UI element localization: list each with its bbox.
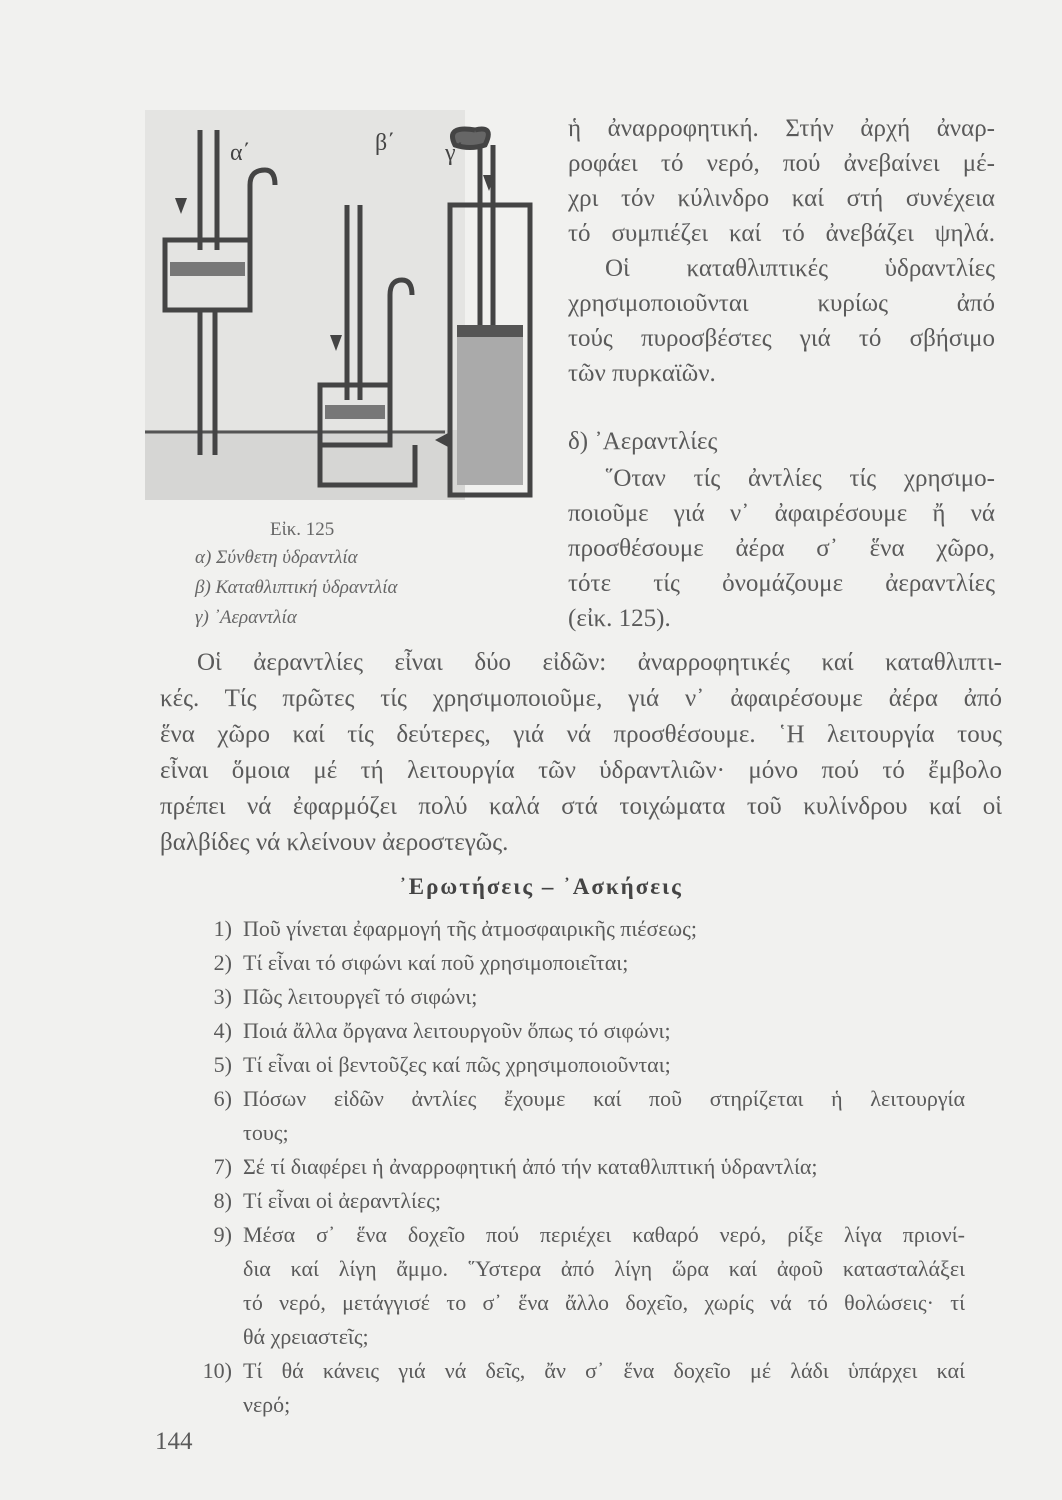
question-text: Ποῦ γίνεται ἐφαρμογή τῆς ἀτμοσφαιρικῆς πιέσεως; [243, 916, 697, 941]
figure-caption-title: Εἰκ. 125 [270, 519, 335, 540]
text-line: εἶναι ὅμοια μέ τή λειτουργία τῶν ὑδραντλιῶν· μόνο πού τό ἔμβολο [160, 757, 1002, 784]
page-number: 144 [155, 1428, 193, 1455]
question-text: τό νερό, μετάγγισέ το σ᾿ ἕνα ἄλλο δοχεῖο, χωρίς νά τό θολώσεις· τί [243, 1290, 965, 1315]
text-line: βαλβίδες νά κλείνουν ἀεροστεγῶς. [160, 829, 509, 856]
question-number: 4) [213, 1018, 232, 1043]
question-number: 7) [213, 1154, 232, 1179]
text-line: προσθέσουμε ἀέρα σ᾿ ἕνα χῶρο, [568, 535, 995, 562]
figure-caption-item: γ) ᾿Αεραντλία [195, 607, 297, 628]
question-number: 8) [213, 1188, 232, 1213]
question-text: Τί θά κάνεις γιά νά δεῖς, ἄν σ᾿ ἕνα δοχεῖο μέ λάδι ὑπάρχει καί [243, 1358, 965, 1383]
question-text: νερό; [243, 1392, 291, 1417]
text-line: χρι τόν κύλινδρο καί στή συνέχεια [568, 185, 995, 212]
text-line: (εἰκ. 125). [568, 605, 671, 632]
pumps-illustration [145, 110, 545, 510]
text-line: ροφάει τό νερό, πού ἀνεβαίνει μέ- [568, 150, 995, 177]
text-line: ἡ ἀναρροφητική. Στήν ἀρχή ἀναρ- [568, 115, 995, 142]
figure-label-b: β΄ [375, 130, 396, 156]
question-number: 3) [213, 984, 232, 1009]
question-text: τους; [243, 1120, 289, 1145]
figure-caption-item: α) Σύνθετη ὑδραντλία [195, 547, 358, 568]
question-text: δια καί λίγη ἄμμο. ῞Υστερα ἀπό λίγη ὥρα καί ἀφοῦ κατασταλάξει [243, 1256, 965, 1281]
text-line: τῶν πυρκαϊῶν. [568, 360, 716, 387]
question-number: 9) [213, 1222, 232, 1247]
text-line: χρησιμοποιοῦνται κυρίως ἀπό [568, 290, 995, 317]
question-text: Τί εἶναι οἱ βεντοῦζες καί πῶς χρησιμοποιοῦνται; [243, 1052, 671, 1077]
text-line: πρέπει νά ἐφαρμόζει πολύ καλά στά τοιχώματα τοῦ κυλίνδρου καί οἱ [160, 793, 1002, 820]
text-line: τό συμπιέζει καί τό ἀνεβάζει ψηλά. [568, 220, 995, 247]
question-text: Τί εἶναι οἱ ἀεραντλίες; [243, 1188, 442, 1213]
text-line: κές. Τίς πρῶτες τίς χρησιμοποιοῦμε, γιά ν᾿ ἀφαιρέσουμε ἀέρα ἀπό [160, 685, 1002, 712]
text-line: ῞Οταν τίς ἀντλίες τίς χρησιμο- [605, 465, 995, 492]
question-number: 1) [213, 916, 232, 941]
question-text: Τί εἶναι τό σιφώνι καί ποῦ χρησιμοποιεῖται; [243, 950, 629, 975]
pump-figure [145, 110, 545, 515]
text-line: τότε τίς ὀνομάζουμε ἀεραντλίες [568, 570, 995, 597]
question-text: Σέ τί διαφέρει ἡ ἀναρροφητική ἀπό τήν καταθλιπτική ὑδραντλία; [243, 1154, 818, 1179]
question-number: 10) [202, 1358, 232, 1383]
text-line: ποιοῦμε γιά ν᾿ ἀφαιρέσουμε ἤ νά [568, 500, 995, 527]
question-text: Μέσα σ᾿ ἕνα δοχεῖο πού περιέχει καθαρό νερό, ρίξε λίγα πριονί- [243, 1222, 965, 1247]
question-text: Πόσων εἰδῶν ἀντλίες ἔχουμε καί ποῦ στηρίζεται ἡ λειτουργία [243, 1086, 965, 1111]
figure-label-c: γ΄ [445, 140, 464, 166]
question-number: 5) [213, 1052, 232, 1077]
figure-label-a: α΄ [230, 140, 251, 166]
questions-heading: ᾿Ερωτήσεις – ᾿Ασκήσεις [399, 874, 683, 899]
text-line: Οἱ καταθλιπτικές ὑδραντλίες [605, 255, 995, 282]
question-number: 6) [213, 1086, 232, 1111]
figure-caption-item: β) Καταθλιπτική ὑδραντλία [195, 577, 398, 598]
question-text: Πῶς λειτουργεῖ τό σιφώνι; [243, 984, 478, 1009]
question-number: 2) [213, 950, 232, 975]
text-line: ἕνα χῶρο καί τίς δεύτερες, γιά νά προσθέσουμε. ῾Η λειτουργία τους [160, 721, 1002, 748]
question-text: Ποιά ἄλλα ὄργανα λειτουργοῦν ὅπως τό σιφώνι; [243, 1018, 671, 1043]
text-line: Οἱ ἀεραντλίες εἶναι δύο εἰδῶν: ἀναρροφητικές καί καταθλιπτι- [197, 649, 1002, 676]
question-text: θά χρειαστεῖς; [243, 1324, 369, 1349]
text-line: τούς πυροσβέστες γιά τό σβήσιμο [568, 325, 995, 352]
section-heading: δ) ᾿Αεραντλίες [568, 428, 718, 455]
